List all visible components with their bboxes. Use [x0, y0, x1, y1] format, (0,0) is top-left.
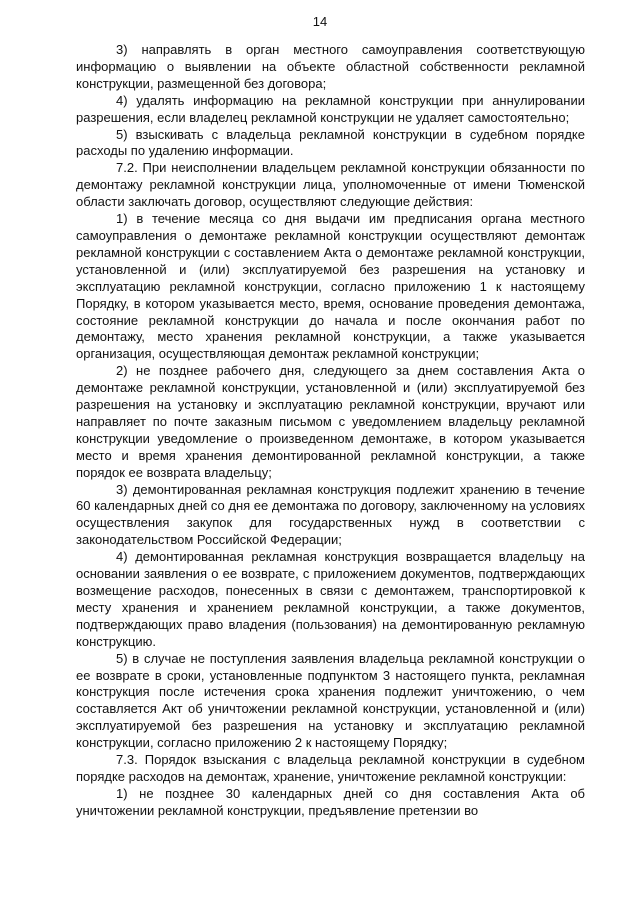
paragraph-item-3: 3) направлять в орган местного самоуправления соответствующую информацию о выявлении на объекте областной собственности рекламной конструкции, размещенной без договора; [76, 42, 585, 91]
paragraph-section-7-3: 7.3. Порядок взыскания с владельца рекламной конструкции в судебном порядке расходов на демонтаж, хранение, уничтожение рекламной конструкции: [76, 752, 585, 784]
paragraph-7-3-item-1: 1) не позднее 30 календарных дней со дня составления Акта об уничтожении рекламной конструкции, предъявление претензии во [76, 785, 585, 818]
paragraph-item-5: 5) взыскивать с владельца рекламной конструкции в судебном порядке расходы по удалению информации. [76, 126, 585, 159]
paragraph-7-2-item-3: 3) демонтированная рекламная конструкция подлежит хранению в течение 60 календарных дней со дня ее демонтажа по договору, заключенному на условиях осуществления закупок для государственных нужд в соответствии с законодательством Российской Федерации; [76, 481, 585, 548]
page-number: 14 [312, 14, 328, 29]
paragraph-section-7-2: 7.2. При неисполнении владельцем рекламной конструкции обязанности по демонтажу рекламной конструкции лица, уполномоченные от имени Тюменской области заключать договор, осуществляют следующие действия: [76, 160, 585, 210]
paragraph-7-2-item-5: 5) в случае не поступления заявления владельца рекламной конструкции о ее возврате в сроки, установленные подпунктом 3 настоящего пункта, рекламная конструкция после истечения срока хранения подлежит уничтожению, о чем составляется Акт об уничтожении рекламной конструкции, установленной и (или) эксплуатируемой без разрешения на установку и эксплуатацию рекламной конструкции, согласно приложению 2 к настоящему Порядку; [76, 650, 585, 751]
paragraph-7-2-item-4: 4) демонтированная рекламная конструкция возвращается владельцу на основании заявления о ее возврате, с приложением документов, подтверждающих возмещение расходов, понесенных в связи с демонтажем, транспортировкой к месту хранения и хранением рекламной конструкции, а также документов, подтверждающих право владения (пользования) на демонтированную рекламную конструкцию. [76, 549, 585, 649]
paragraph-7-2-item-2: 2) не позднее рабочего дня, следующего за днем составления Акта о демонтаже рекламной конструкции, установленной и (или) эксплуатируемой без разрешения на установку и эксплуатацию рекламной конструкции, вручают или направляет по почте заказным письмом с уведомлением владельцу рекламной конструкции уведомление о произведенном демонтаже, в котором указывается место и время хранения демонтированной рекламной конструкции, а также порядок ее возврата владельцу; [76, 363, 585, 480]
document-body [76, 42, 585, 820]
paragraph-item-4: 4) удалять информацию на рекламной конструкции при аннулировании разрешения, если владелец рекламной конструкции не удаляет самостоятельно; [76, 92, 585, 125]
paragraph-7-2-item-1: 1) в течение месяца со дня выдачи им предписания органа местного самоуправления о демонтаже рекламной конструкции осуществляют демонтаж рекламной конструкции с составлением Акта о демонтаже рекламной конструкции, установленной и (или) эксплуатируемой без разрешения на установку и эксплуатацию рекламной конструкции, согласно приложению 1 к настоящему Порядку, в котором указывается место, время, основание проведения демонтажа, состояние рекламной конструкции до начала и после окончания работ по демонтажу, место хранения рекламной конструкции, а также указывается организация, осуществляющая демонтаж рекламной конструкции; [76, 211, 585, 362]
